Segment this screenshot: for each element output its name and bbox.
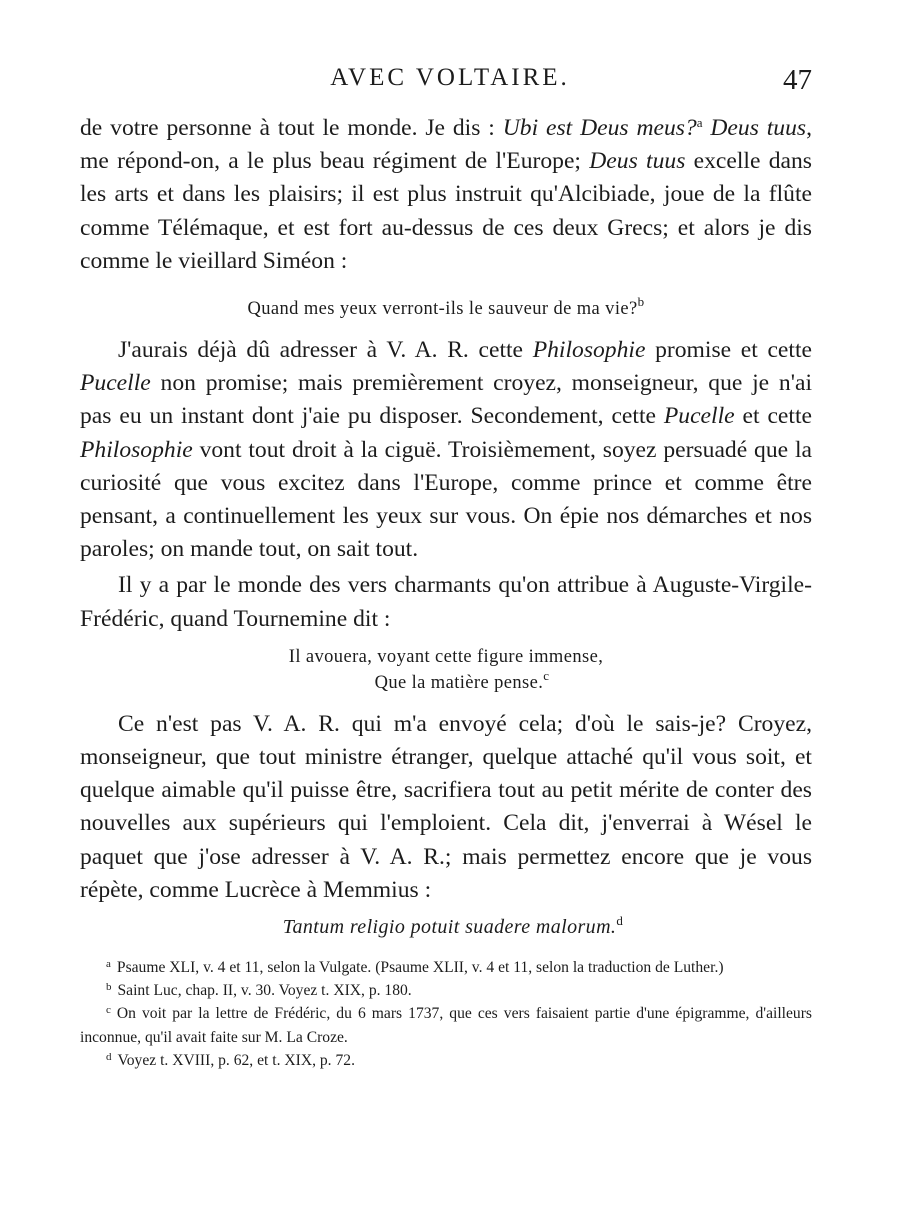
verse-text: Quand mes yeux verront-ils le sauveur de ma vie? [247,299,638,320]
paragraph-2-text-c: promise et cette [645,337,812,364]
verse-quote-2 [80,644,812,696]
work-title: Pucelle [80,370,151,397]
paragraph-2 [80,334,812,566]
paragraph-1-text-h: excelle dans les arts et dans les plaisirs; il est plus instruit qu'Alcibiade, joue de la flûte comme Télémaque, et est fort au-dessus de ces deux Grecs; et alors je dis comme le vieillard Siméon : [80,148,812,274]
paragraph-2-text-e: non promise; mais premièrement croyez, monseigneur, que je n'ai pas eu un instant dont j'aie pu disposer. Secondement, cette [80,370,812,430]
footnote-ref-d: d [616,913,624,929]
running-title: AVEC VOLTAIRE. [330,64,570,91]
footnote-mark: b [106,981,112,994]
footnote-ref-b: b [637,294,645,310]
latin-verse-quote [80,914,812,940]
latin-quote-inline: Ubi est Deus meus? [502,115,697,141]
running-head [0,64,900,104]
footnote-ref-c: c [543,667,550,683]
verse-text: Tantum religio potuit suadere malorum. [282,916,617,939]
footnote-ref-a: a [696,115,703,130]
footnote [80,1049,812,1072]
footnote [80,1002,812,1048]
paragraph-2-text-g: et cette [734,403,812,430]
footnote [80,956,812,979]
footnote-text: Saint Luc, chap. II, v. 30. Voyez t. XIX, p. 180. [117,982,412,1000]
paragraph-1 [80,112,812,278]
verse-line [80,667,812,696]
paragraph-2-text-i: vont tout droit à la ciguë. Troisièmement, soyez persuadé que la curiosité que vous excitez dans l'Europe, comme prince et comme être pensant, a continuellement les yeux sur vous. On épie nos démarches et nos paroles; on mande tout, on sait tout. [80,436,812,563]
verse-quote-1 [80,296,812,322]
footnote-mark: c [106,1004,111,1017]
latin-phrase-1: Deus tuus [710,115,807,141]
footnotes [80,956,812,1072]
verse-line [80,296,812,322]
footnote-text: Voyez t. XVIII, p. 62, et t. XIX, p. 72. [117,1051,355,1069]
footnote-text: On voit par la lettre de Frédéric, du 6 mars 1737, que ces vers faisaient partie d'une épigramme, d'ailleurs inconnue, qu'il avait faite sur M. La Croze. [80,1005,812,1046]
verse-line: Il avouera, voyant cette figure immense, [288,646,604,667]
work-title: Pucelle [663,403,735,430]
page-number: 47 [783,64,812,96]
paragraph-1-text-f: , me répond-on, a le plus beau régiment de l'Europe; [80,115,812,175]
paragraph-4: Ce n'est pas V. A. R. qui m'a envoyé cela; d'où le sais-je? Croyez, monseigneur, que tout ministre étranger, quelque attaché qu'il vous soit, et quelque aimable qu'il puisse être, sacrifiera tout au petit mérite de conter des nouvelles aux supérieurs qui l'emploient. Cela dit, j'enverrai à Wésel le paquet que j'ose adresser à V. A. R.; mais permettez encore que je vous répète, comme Lucrèce à Memmius : [80,710,812,903]
body-text [80,112,812,1072]
work-title: Philosophie [80,436,193,463]
latin-phrase-2: Deus tuus [589,148,686,175]
footnote [80,979,812,1002]
footnote-text: Psaume XLI, v. 4 et 11, selon la Vulgate. (Psaume XLII, v. 4 et 11, selon la traduction de Luther.) [116,959,724,977]
paragraph-3: Il y a par le monde des vers charmants qu'on attribue à Auguste-Virgile-Frédéric, quand Tournemine dit : [80,572,812,632]
verse-line [80,914,812,940]
verse-text: Que la matière pense. [374,672,544,693]
footnote-mark: a [106,958,111,971]
footnote-mark: d [106,1050,112,1063]
paragraph-1-text-a: de votre personne à tout le monde. Je dis : [80,115,503,141]
paragraph-2-text-a: J'aurais déjà dû adresser à V. A. R. cette [118,337,533,364]
work-title: Philosophie [532,337,646,364]
